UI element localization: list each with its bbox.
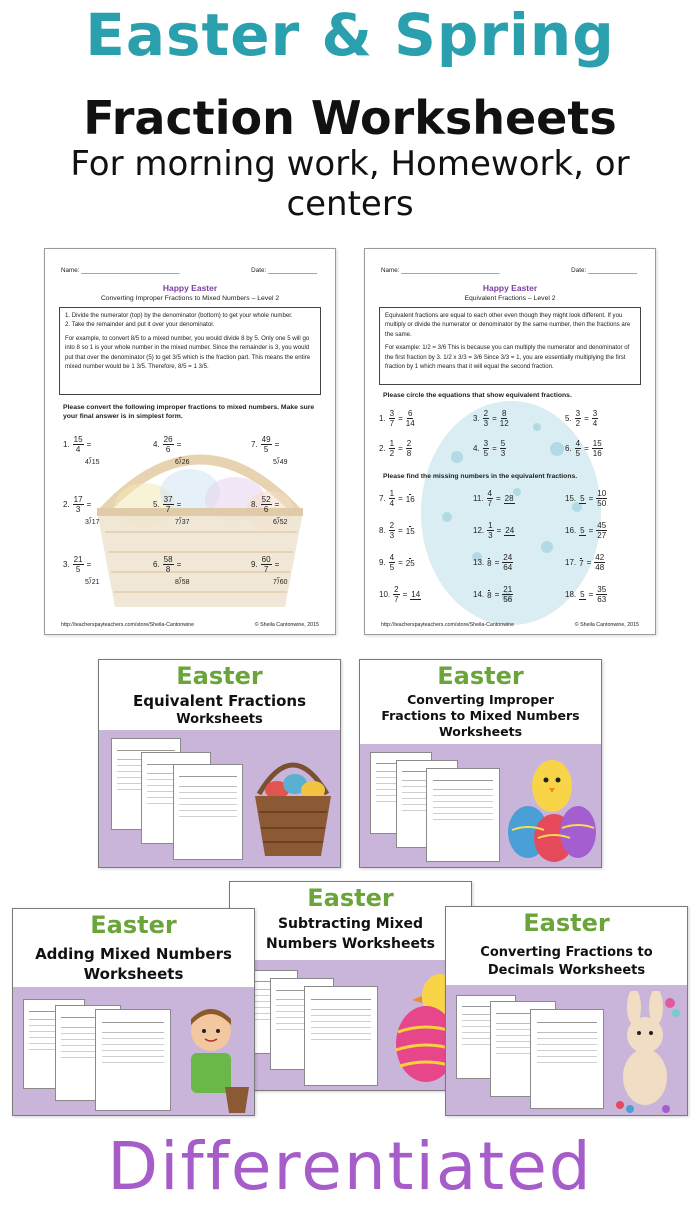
equation — [473, 521, 515, 540]
fraction — [483, 439, 489, 458]
card-title-line2: Worksheets — [83, 965, 184, 983]
problem-number: 6. — [565, 444, 572, 453]
card-easter-label: Easter — [307, 884, 394, 912]
fraction — [73, 555, 84, 574]
step-2: 2. Take the remainder and put it over your denominator. — [65, 321, 215, 329]
denominator: 15 — [405, 526, 415, 536]
fraction — [487, 521, 493, 540]
equals-sign: = — [588, 494, 594, 503]
problem-number: 8. — [251, 500, 258, 509]
card-title: Converting Fractions to — [480, 945, 653, 960]
numerator: 28 — [504, 493, 514, 503]
problem-number: 3. — [63, 560, 70, 569]
numerator: 17 — [73, 495, 83, 504]
fraction — [389, 521, 395, 540]
problem-number: 5. — [153, 500, 160, 509]
denominator: 8 — [487, 558, 492, 568]
long-division-box: 7⟌60 — [273, 579, 288, 586]
instructions-box — [59, 307, 321, 395]
card-title-line2: Decimals Worksheets — [487, 963, 646, 978]
numerator: 37 — [163, 495, 173, 504]
worksheet-thumbnail — [304, 986, 378, 1086]
bunny-icon — [606, 991, 686, 1115]
denominator: 2 — [575, 419, 581, 428]
equals-sign: = — [86, 440, 92, 449]
numerator: 45 — [597, 521, 607, 530]
numerator: 42 — [595, 553, 605, 562]
denominator: 3 — [389, 531, 395, 540]
fraction — [592, 439, 603, 458]
equation — [473, 585, 513, 604]
denominator: 5 — [575, 449, 581, 458]
denominator: 64 — [503, 563, 513, 572]
denominator: 16 — [592, 449, 602, 458]
fraction — [487, 489, 493, 508]
fraction — [575, 409, 581, 428]
card-easter-label: Easter — [90, 911, 177, 939]
section-title: Please find the missing numbers in the equivalent fractions. — [383, 473, 578, 480]
card-title: Converting Improper — [407, 692, 554, 707]
worksheet-equivalent-fractions — [364, 248, 656, 635]
equation — [473, 489, 515, 508]
fraction — [389, 409, 395, 428]
equals-sign: = — [398, 414, 403, 423]
equals-sign: = — [86, 500, 92, 509]
fraction — [393, 585, 399, 604]
denominator: 63 — [597, 595, 607, 604]
denominator: 7 — [487, 499, 492, 508]
numerator: 5 — [580, 493, 585, 503]
denominator: 7 — [579, 558, 584, 568]
numerator: 8 — [502, 409, 507, 418]
numerator: 60 — [261, 555, 271, 564]
fraction — [406, 558, 415, 568]
name-field: Name: ____________________________ — [61, 267, 180, 274]
problem — [153, 555, 181, 574]
fraction — [579, 494, 585, 504]
tagline: For morning work, Homework, or centers — [70, 144, 630, 224]
instructions-box — [379, 307, 641, 385]
denominator: 12 — [499, 419, 509, 428]
numerator: 2 — [389, 521, 395, 530]
numerator: 1 — [488, 521, 493, 530]
denominator: 5 — [389, 563, 395, 572]
fraction — [500, 439, 506, 458]
problem-number: 16. — [565, 526, 577, 535]
numerator: 5 — [500, 439, 506, 448]
worksheet-thumbnail — [173, 764, 243, 860]
equation — [473, 439, 506, 458]
equals-sign: = — [398, 444, 403, 453]
equation — [565, 439, 603, 458]
worksheet-subheading: Equivalent Fractions – Level 2 — [464, 295, 556, 302]
product-card-adding — [12, 908, 255, 1116]
hero-title: Easter & Spring — [85, 1, 615, 69]
footer-copyright: © Sheila Cantonwine, 2015 — [574, 622, 639, 628]
equals-sign: = — [398, 526, 403, 535]
fraction — [504, 526, 515, 536]
equals-sign: = — [494, 558, 500, 567]
intro-text: Equivalent fractions are equal to each other even though they might look different. If you multiply or divide the numerator or denominator by the same number, then the fractions are the same. — [385, 312, 631, 338]
question-title: Please convert the following improper fractions to mixed numbers. Make sure your final answer is in simplest form. — [63, 404, 315, 420]
denominator: 6 — [263, 505, 269, 514]
numerator: 15 — [592, 439, 602, 448]
denominator: 25 — [405, 558, 415, 568]
fraction — [596, 489, 607, 508]
numerator: 1 — [389, 489, 395, 498]
problem — [153, 435, 181, 454]
problem — [251, 495, 279, 514]
equals-sign: = — [402, 590, 408, 599]
fraction — [575, 439, 581, 458]
numerator: 3 — [592, 409, 598, 418]
problem-number: 12. — [473, 526, 485, 535]
numerator: 21 — [73, 555, 83, 564]
worksheet-thumbnail — [530, 1009, 604, 1109]
equals-sign: = — [176, 560, 182, 569]
numerator: 21 — [503, 585, 513, 594]
fraction — [500, 409, 509, 428]
denominator: 5 — [75, 565, 81, 574]
fraction — [163, 435, 174, 454]
numerator: 2 — [406, 439, 412, 448]
problem-number: 4. — [473, 444, 480, 453]
equals-sign: = — [495, 494, 501, 503]
problem-number: 15. — [565, 494, 577, 503]
example-text: For example, to convert 8/5 to a mixed number, you would divide 8 by 5. Only one 5 will go into 8 so 1 is your whole number in the mixed number. Since the remainder is 3, you would put that over the denominator (5) to get 3/5 which is the fraction part. This means the entire mixed number would be 1 3/5. Therefore, 8/5 = 1 3/5. — [65, 334, 311, 371]
numerator: 1 — [389, 439, 395, 448]
fraction — [406, 526, 415, 536]
problem-number: 1. — [379, 414, 386, 423]
card-title-line3: Worksheets — [438, 724, 523, 739]
denominator: 7 — [394, 595, 399, 604]
problem-number: 6. — [153, 560, 160, 569]
problem — [153, 495, 181, 514]
equals-sign: = — [492, 444, 497, 453]
numerator: 2 — [483, 409, 489, 418]
equals-sign: = — [586, 558, 592, 567]
footer-url: http://teacherspayteachers.com/store/Sheila-Cantonwine — [381, 622, 515, 628]
product-card-improper — [359, 659, 602, 868]
denominator: 8 — [406, 449, 412, 458]
footer-url: http://teacherspayteachers.com/store/Sheila-Cantonwine — [61, 622, 195, 628]
product-card-equivalent — [98, 659, 341, 868]
equals-sign: = — [274, 560, 280, 569]
numerator: 35 — [597, 585, 607, 594]
step-1: 1. Divide the numerator (top) by the denominator (bottom) to get your whole number. — [65, 312, 293, 319]
equation — [379, 521, 415, 540]
denominator: 6 — [165, 445, 171, 454]
problem-number: 8. — [379, 526, 386, 535]
fraction — [579, 526, 585, 536]
numerator: 26 — [163, 435, 173, 444]
equation — [565, 489, 607, 508]
numerator: 49 — [261, 435, 271, 444]
numerator: 4 — [575, 439, 581, 448]
fraction — [502, 553, 513, 572]
problem-number: 18. — [565, 590, 577, 599]
equation — [379, 409, 415, 428]
denominator: 48 — [595, 563, 605, 572]
name-field: Name: ____________________________ — [381, 267, 500, 274]
numerator: 15 — [73, 435, 83, 444]
problem-number: 7. — [251, 440, 258, 449]
fraction — [73, 495, 84, 514]
worksheet-thumbnail — [426, 768, 500, 862]
problem-number: 9. — [251, 560, 258, 569]
numerator: 5 — [580, 525, 585, 535]
fraction — [261, 495, 272, 514]
question-title: Please circle the equations that show equivalent fractions. — [383, 392, 572, 399]
fraction — [163, 495, 174, 514]
fraction — [406, 494, 415, 504]
problem — [251, 435, 279, 454]
equals-sign: = — [398, 494, 403, 503]
problem-number: 13. — [473, 558, 485, 567]
card-easter-label: Easter — [437, 662, 524, 690]
numerator: 4 — [389, 553, 395, 562]
worksheet-subheading: Converting Improper Fractions to Mixed Numbers – Level 2 — [100, 295, 280, 302]
denominator: 27 — [597, 531, 607, 540]
fraction — [592, 409, 598, 428]
numerator: 58 — [163, 555, 173, 564]
denominator: 5 — [263, 445, 269, 454]
numerator: 3 — [575, 409, 581, 418]
fraction — [579, 558, 583, 568]
basket-illustration — [85, 417, 315, 617]
equals-sign: = — [176, 440, 182, 449]
fraction — [483, 409, 489, 428]
problem-number: 14. — [473, 590, 485, 599]
denominator: 8 — [165, 565, 171, 574]
fraction — [406, 439, 412, 458]
numerator: 6 — [408, 409, 413, 418]
equation — [565, 585, 607, 604]
equals-sign: = — [274, 500, 280, 509]
card-title: Equivalent Fractions — [132, 692, 306, 710]
problem-number: 2. — [379, 444, 386, 453]
card-easter-label: Easter — [523, 909, 610, 937]
worksheet-improper-fractions — [44, 248, 336, 635]
numerator: 3 — [483, 439, 489, 448]
equals-sign: = — [398, 558, 403, 567]
fraction — [389, 553, 395, 572]
denominator: 4 — [75, 445, 81, 454]
equation — [379, 489, 415, 508]
denominator: 4 — [389, 499, 395, 508]
worksheet-heading: Happy Easter — [162, 283, 218, 293]
numerator: 3 — [389, 409, 395, 418]
worksheet-thumbnail — [95, 1009, 171, 1111]
fraction — [596, 521, 607, 540]
equals-sign: = — [494, 590, 500, 599]
problem-number: 10. — [379, 590, 391, 599]
numerator: 52 — [261, 495, 271, 504]
problem — [63, 555, 91, 574]
numerator: 4 — [487, 489, 492, 498]
fraction — [579, 590, 585, 600]
equation — [379, 439, 412, 458]
problem-number: 5. — [565, 414, 572, 423]
denominator: 3 — [75, 505, 81, 514]
problem-number: 3. — [473, 414, 480, 423]
fraction — [487, 558, 491, 568]
card-easter-label: Easter — [176, 662, 263, 690]
card-title: Adding Mixed Numbers — [35, 945, 232, 963]
subtitle: Fraction Worksheets — [83, 91, 617, 145]
equals-sign: = — [496, 526, 502, 535]
problem-number: 4. — [153, 440, 160, 449]
denominator: 2 — [389, 449, 395, 458]
equals-sign: = — [176, 500, 182, 509]
numerator: 10 — [597, 489, 607, 498]
problem — [63, 495, 91, 514]
numerator: 24 — [505, 525, 515, 535]
equation — [473, 409, 509, 428]
equation — [473, 553, 513, 572]
fraction — [596, 585, 607, 604]
problem-number: 7. — [379, 494, 386, 503]
fraction — [504, 494, 515, 504]
equals-sign: = — [584, 444, 589, 453]
long-division-box: 6⟌26 — [175, 459, 190, 466]
date-field: Date: ______________ — [251, 267, 317, 274]
problem-number: 11. — [473, 494, 484, 503]
denominator: 14 — [405, 419, 415, 428]
problem-number: 9. — [379, 558, 386, 567]
basket-icon — [251, 742, 335, 860]
fraction — [502, 585, 513, 604]
problem-number: 1. — [63, 440, 70, 449]
equals-sign: = — [588, 526, 594, 535]
product-card-subtracting — [229, 881, 472, 1091]
long-division-box: 3⟌17 — [85, 519, 100, 526]
numerator: 14 — [411, 589, 421, 599]
card-title: Subtracting Mixed — [277, 916, 424, 932]
fraction — [406, 409, 415, 428]
long-division-box: 7⟌37 — [175, 519, 190, 526]
equation — [565, 521, 607, 540]
date-field: Date: ______________ — [571, 267, 637, 274]
denominator: 50 — [597, 499, 607, 508]
fraction — [261, 555, 272, 574]
card-title-line2: Fractions to Mixed Numbers — [381, 708, 580, 723]
card-title-line2: Worksheets — [176, 712, 263, 727]
numerator: 2 — [394, 585, 399, 594]
problem-number: 2. — [63, 500, 70, 509]
footer-differentiated: Differentiated — [107, 1128, 593, 1205]
denominator: 4 — [592, 419, 598, 428]
denominator: 3 — [500, 449, 506, 458]
card-title-line2: Numbers Worksheets — [266, 936, 435, 952]
denominator: 3 — [483, 419, 489, 428]
fraction — [261, 435, 272, 454]
equation — [565, 409, 598, 428]
long-division-box: 4⟌15 — [85, 459, 100, 466]
fraction — [410, 590, 421, 600]
denominator: 7 — [263, 565, 269, 574]
denominator: 16 — [405, 494, 415, 504]
fraction — [594, 553, 605, 572]
denominator: 3 — [488, 531, 493, 540]
long-division-box: 6⟌52 — [273, 519, 288, 526]
long-division-box: 5⟌49 — [273, 459, 288, 466]
problem — [251, 555, 279, 574]
problem — [63, 435, 91, 454]
fraction — [389, 489, 395, 508]
long-division-box: 5⟌21 — [85, 579, 100, 586]
fraction — [389, 439, 395, 458]
denominator: 8 — [487, 590, 492, 600]
worksheet-heading: Happy Easter — [482, 283, 538, 293]
footer-copyright: © Sheila Cantonwine, 2015 — [254, 622, 319, 628]
fraction — [487, 590, 491, 600]
equals-sign: = — [492, 414, 497, 423]
child-icon — [173, 1001, 253, 1116]
example-text: For example: 1/2 = 3/6 This is because you can multiply the numerator and denominator of the first fraction by 3. 1/2 x 3/3 = 3/6 Since 3/3 = 1, you are essentially multiplying the first fraction by 1 which means that it will equal the second fraction. — [385, 344, 630, 371]
numerator: 24 — [503, 553, 513, 562]
denominator: 56 — [503, 595, 513, 604]
equals-sign: = — [584, 414, 589, 423]
fraction — [73, 435, 84, 454]
long-division-box: 8⟌58 — [175, 579, 190, 586]
chick-icon — [506, 746, 598, 864]
numerator: 5 — [580, 589, 585, 599]
equation — [379, 585, 421, 604]
problem-number: 17. — [565, 558, 577, 567]
denominator: 5 — [483, 449, 489, 458]
denominator: 7 — [389, 419, 395, 428]
fraction — [163, 555, 174, 574]
equation — [565, 553, 605, 572]
denominator: 7 — [165, 505, 171, 514]
equals-sign: = — [86, 560, 92, 569]
equation — [379, 553, 415, 572]
equals-sign: = — [274, 440, 280, 449]
equals-sign: = — [588, 590, 594, 599]
product-card-decimals — [445, 906, 688, 1116]
